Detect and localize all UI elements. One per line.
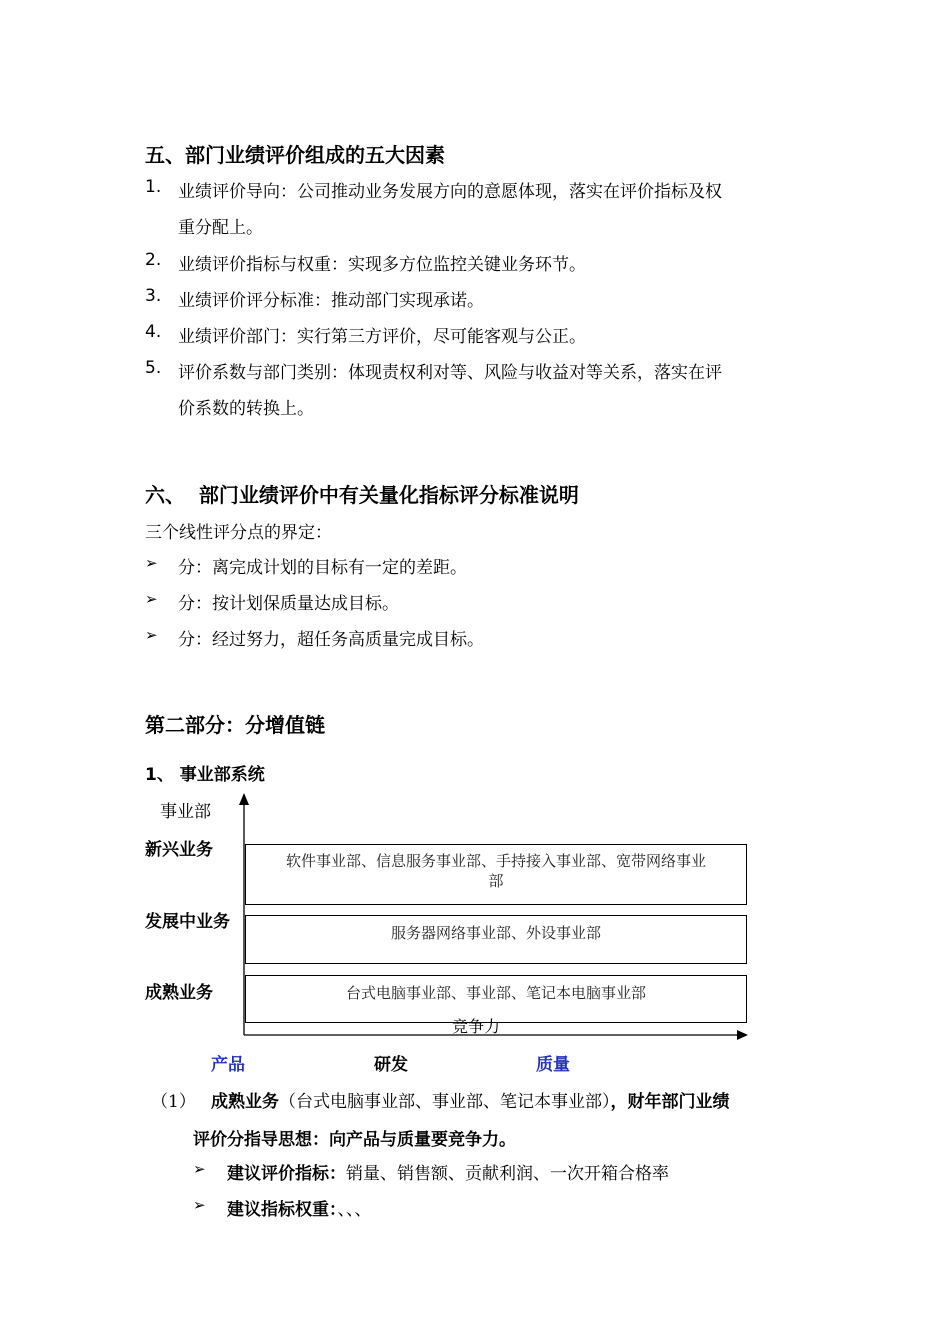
box-text-cont: 部 xyxy=(488,872,504,890)
section6-title: 六、 部门业绩评价中有关量化指标评分标准说明 xyxy=(145,483,579,507)
list-item-text: 评价系数与部门类别：体现责权利对等、风险与收益对等关系，落实在评 xyxy=(178,363,722,383)
box-emerging xyxy=(245,844,747,905)
list-item-text: 业绩评价部门：实行第三方评价，尽可能客观与公正。 xyxy=(178,327,586,347)
bullet-text: 分：经过努力，超任务高质量完成目标。 xyxy=(178,630,484,650)
y-axis-arrow-icon xyxy=(239,793,249,805)
section5-title: 五、部门业绩评价组成的五大因素 xyxy=(145,143,445,167)
section6-intro: 三个线性评分点的界定： xyxy=(145,523,332,543)
list-number: 2. xyxy=(145,250,162,270)
x-axis-label: 竞争力 xyxy=(452,1017,501,1036)
bullet-label: 建议指标权重： xyxy=(227,1200,338,1220)
bullet-arrow-icon: ➢ xyxy=(145,590,158,608)
x-category-product: 产品 xyxy=(211,1055,245,1075)
bullet-label: 建议评价指标： xyxy=(227,1164,346,1184)
bullet-weights xyxy=(227,1195,372,1220)
box-developing xyxy=(245,915,747,964)
bullet-text: 销量、销售额、贡献利润、一次开箱合格率 xyxy=(346,1164,669,1184)
list-item-text: 业绩评价评分标准：推动部门实现承诺。 xyxy=(178,291,484,311)
list-item-text: 业绩评价导向：公司推动业务发展方向的意愿体现，落实在评价指标及权 xyxy=(178,182,722,202)
row-label-developing: 发展中业务 xyxy=(145,912,230,932)
bullet-arrow-icon: ➢ xyxy=(193,1160,206,1178)
paragraph-bold-b: ，财年部门业绩 xyxy=(610,1092,730,1112)
list-number: 3. xyxy=(145,286,162,306)
bullet-text: 分：按计划保质量达成目标。 xyxy=(178,594,399,614)
x-axis-arrow-icon xyxy=(737,1030,748,1040)
paragraph-line1 xyxy=(211,1087,730,1112)
list-item-text-cont: 价系数的转换上。 xyxy=(178,399,314,419)
part2-subtitle: 1、 事业部系统 xyxy=(145,765,265,785)
bullet-arrow-icon: ➢ xyxy=(193,1196,206,1214)
bullet-indicators xyxy=(227,1159,669,1184)
list-number: 5. xyxy=(145,358,162,378)
paragraph-normal-a: （台式电脑事业部、事业部、笔记本事业部） xyxy=(279,1092,611,1112)
list-item-text-cont: 重分配上。 xyxy=(178,218,263,238)
list-item-text: 业绩评价指标与权重：实现多方位监控关键业务环节。 xyxy=(178,255,586,275)
paragraph-line2: 评价分指导思想：向产品与质量要竞争力。 xyxy=(193,1130,516,1150)
box-text: 服务器网络事业部、外设事业部 xyxy=(390,924,601,942)
row-label-emerging: 新兴业务 xyxy=(145,840,213,860)
bullet-text: 、、、 xyxy=(337,1200,372,1220)
bullet-arrow-icon: ➢ xyxy=(145,554,158,572)
box-text: 软件事业部、信息服务事业部、手持接入事业部、宽带网络事业 xyxy=(285,852,706,870)
bullet-arrow-icon: ➢ xyxy=(145,626,158,644)
y-axis-label: 事业部 xyxy=(160,802,211,822)
row-label-mature: 成熟业务 xyxy=(145,983,213,1003)
box-text: 台式电脑事业部、事业部、笔记本电脑事业部 xyxy=(345,984,646,1002)
paragraph-bold-a: 成熟业务 xyxy=(211,1092,279,1112)
bullet-text: 分：离完成计划的目标有一定的差距。 xyxy=(178,558,467,578)
x-category-quality: 质量 xyxy=(536,1055,570,1075)
list-number: 4. xyxy=(145,322,162,342)
list-number: 1. xyxy=(145,177,162,197)
x-category-rnd: 研发 xyxy=(374,1055,408,1075)
paragraph-number: （1） xyxy=(151,1092,196,1112)
part2-title: 第二部分：分增值链 xyxy=(145,713,325,737)
